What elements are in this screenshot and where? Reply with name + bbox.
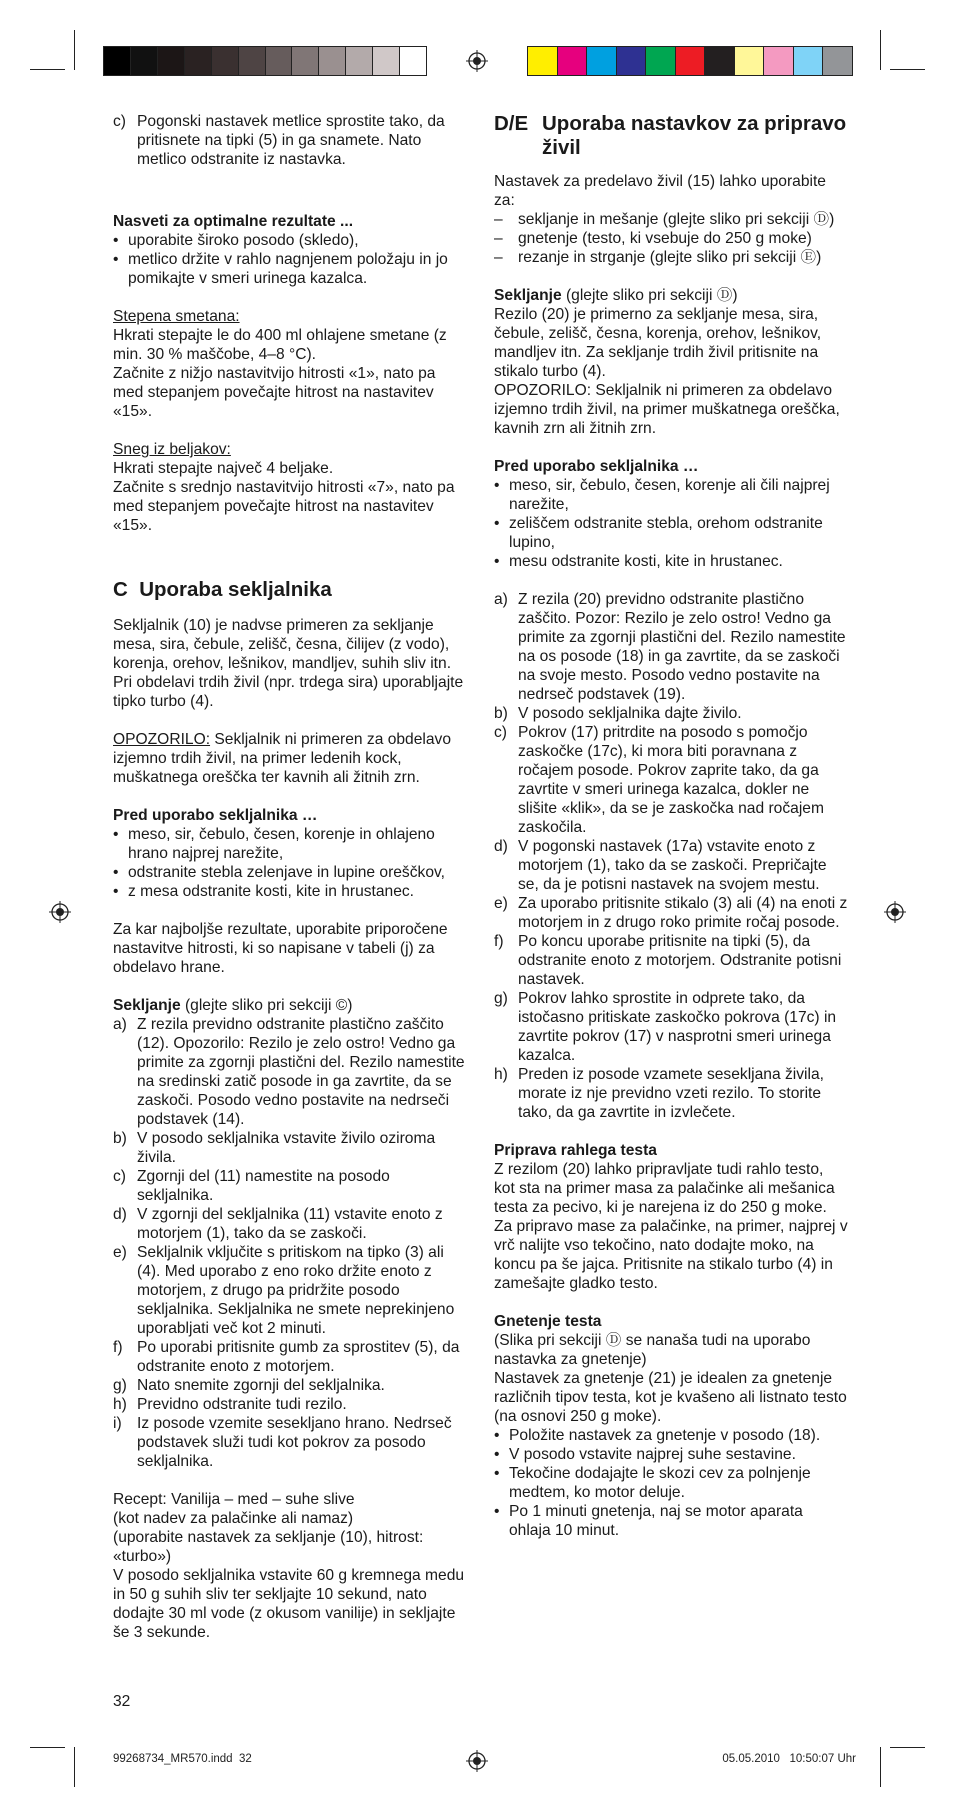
before-use-heading: Pred uporabo sekljalnika … bbox=[113, 807, 318, 824]
step-text: V pogonski nastavek (17a) vstavite enoto z motorjem (1), tako da se zaskoči. Prepričajte se, da je potisni nastavek na svojem mestu. bbox=[518, 838, 827, 893]
step-text: Z rezila previdno odstranite plastično zaščito (12). Opozorilo: Rezilo je zelo ostro! Vedno ga primite za zgornji plastični del. Rezilo namestite na sredinski zatič posode in ga zavrtite, da se zaskoči. Posodo vedno postavite na nedrseči podstavek (14). bbox=[137, 1016, 465, 1128]
list-item: • meso, sir, čebulo, česen, korenje in ohlajeno hrano najprej narežite, bbox=[113, 826, 435, 862]
color-swatch bbox=[131, 47, 158, 75]
step-text: Pogonski nastavek metlice sprostite tako, da pritisnete na tipki (5) in ga snamete. Nato metlico odstranite iz nastavka. bbox=[137, 113, 445, 168]
crop-mark bbox=[880, 30, 881, 70]
color-swatch bbox=[676, 47, 706, 75]
list-item: • Položite nastavek za gnetenje v posodo (18). bbox=[494, 1427, 821, 1444]
registration-mark-icon bbox=[49, 901, 71, 923]
cream-heading: Stepena smetana: bbox=[113, 308, 240, 325]
egg-white-text-1: Hkrati stepajte največ 4 beljake. bbox=[113, 460, 334, 477]
color-swatch bbox=[400, 47, 426, 75]
step-item bbox=[494, 989, 848, 1065]
color-swatch bbox=[617, 47, 647, 75]
chopper-intro: Sekljalnik (10) je nadvse primeren za sekljanje mesa, sira, čebule, zelišč, česna, čilijev (z vodo), korenja, orehov, lešnikov, mandljev, suhih sliv itn. bbox=[113, 617, 452, 672]
section-title: Uporaba nastavkov za pripravo živil bbox=[542, 112, 847, 159]
color-swatch bbox=[239, 47, 266, 75]
chopper-warning: OPOZORILO: Sekljalnik ni primeren za obdelavo izjemno trdih živil, na primer ledenih kock, muškatnega oreščka ter kavnih ali žitnih zrn. bbox=[113, 731, 452, 786]
chopper-turbo-note: Pri obdelavi trdih živil (npr. trdega sira) uporabljajte tipko turbo (4). bbox=[113, 674, 464, 710]
list-item: • odstranite stebla zelenjave in lupine oreščkov, bbox=[113, 864, 445, 881]
list-item: – rezanje in strganje (glejte sliko pri sekciji Ⓔ) bbox=[494, 249, 822, 266]
step-text: V posodo sekljalnika vstavite živilo oziroma živila. bbox=[137, 1130, 436, 1166]
tips-heading: Nasveti za optimalne rezultate ... bbox=[113, 213, 354, 230]
step-item bbox=[113, 1338, 465, 1376]
step-item bbox=[113, 1129, 465, 1167]
section-number: D/E bbox=[494, 112, 529, 135]
step-marker: d) bbox=[494, 838, 508, 855]
list-item: • mesu odstranite kosti, kite in hrustanec. bbox=[494, 553, 783, 570]
color-swatch bbox=[104, 47, 131, 75]
color-swatch bbox=[212, 47, 239, 75]
whisk-step-c bbox=[113, 112, 465, 169]
step-marker: i) bbox=[113, 1415, 122, 1432]
step-marker: h) bbox=[494, 1066, 508, 1083]
color-swatch bbox=[346, 47, 373, 75]
file-slug: 99268734_MR570.indd 32 bbox=[113, 1753, 252, 1765]
step-marker: f) bbox=[113, 1339, 123, 1356]
process-color-bar bbox=[527, 46, 853, 76]
kneading-text-2: Nastavek za gnetenje (21) je idealen za gnetenje različnih tipov testa, kot je kvašeno ali listnato testo (na osnovi 250 g moke). bbox=[494, 1370, 847, 1425]
step-marker: a) bbox=[494, 591, 508, 608]
recipe-subtitle: (kot nadev za palačinke ali namaz) bbox=[113, 1510, 354, 1527]
list-item: • z mesa odstranite kosti, kite in hrustanec. bbox=[113, 883, 415, 900]
color-swatch bbox=[794, 47, 824, 75]
processor-steps bbox=[494, 590, 848, 1122]
step-marker: f) bbox=[494, 933, 504, 950]
crop-mark bbox=[890, 69, 925, 70]
color-swatch bbox=[735, 47, 765, 75]
step-marker: c) bbox=[113, 113, 126, 130]
color-swatch bbox=[528, 47, 558, 75]
section-c-heading: C Uporaba sekljalnika bbox=[113, 578, 332, 601]
chopping-heading: Sekljanje (glejte sliko pri sekciji Ⓓ) bbox=[494, 287, 738, 304]
step-item bbox=[494, 837, 848, 894]
list-item: • Po 1 minuti gnetenja, naj se motor aparata ohlaja 10 minut. bbox=[494, 1503, 803, 1539]
step-item bbox=[113, 1015, 465, 1129]
step-text: Z rezila (20) previdno odstranite plastično zaščito. Pozor: Rezilo je zelo ostro! Vedno ga primite za zgornji plastični del. Rezilo namestite na os posode (18) in ga zavrtite, da se zaskoči na svoje mesto. Posodo vedno postavite na nedrseč podstavek (19). bbox=[518, 591, 846, 703]
step-text: Iz posode vzemite sesekljano hrano. Nedrseč podstavek služi tudi kot pokrov za posodo sekljalnika. bbox=[137, 1415, 452, 1470]
registration-mark-icon bbox=[466, 50, 488, 72]
step-text: Sekljalnik vključite s pritiskom na tipko (3) ali (4). Med uporabo z eno roko držite enoto z motorjem, z drugo pa pridržite posodo sekljalnika. Sekljalnika ne smete neprekinjeno uporabljati več kot 2 minuti. bbox=[137, 1244, 455, 1337]
crop-mark bbox=[74, 30, 75, 70]
color-swatch bbox=[319, 47, 346, 75]
cream-text-2: Začnite z nižjo nastavitvijo hitrosti «1», nato pa med stepanjem povečajte hitrost na nastavitev «15». bbox=[113, 365, 436, 420]
batter-text-2: Za pripravo mase za palačinke, na primer, najprej v vrč nalijte vso tekočino, nato dodajte moko, na koncu pa še jajca. Pritisnite na stikalo turbo (4) in zamešajte gladko testo. bbox=[494, 1218, 848, 1292]
batter-heading: Priprava rahlega testa bbox=[494, 1142, 657, 1159]
list-item: – gnetenje (testo, ki vsebuje do 250 g moke) bbox=[494, 230, 812, 247]
list-item: • uporabite široko posodo (skledo), bbox=[113, 232, 359, 249]
step-item bbox=[494, 723, 848, 837]
step-marker: d) bbox=[113, 1206, 127, 1223]
color-swatch bbox=[158, 47, 185, 75]
step-item bbox=[113, 1243, 465, 1338]
step-marker: a) bbox=[113, 1016, 127, 1033]
before-use-heading: Pred uporabo sekljalnika … bbox=[494, 458, 699, 475]
step-marker: g) bbox=[494, 990, 508, 1007]
chopping-heading: Sekljanje (glejte sliko pri sekciji ©) bbox=[113, 997, 353, 1014]
list-item: • Tekočine dodajajte le skozi cev za polnjenje medtem, ko motor deluje. bbox=[494, 1465, 811, 1501]
egg-white-text-2: Začnite s srednjo nastavitvijo hitrosti «7», nato pa med stepanjem povečajte hitrost na nastavitev «15». bbox=[113, 479, 455, 534]
color-swatch bbox=[373, 47, 400, 75]
step-marker: e) bbox=[113, 1244, 127, 1261]
batter-text-1: Z rezilom (20) lahko pripravljate tudi rahlo testo, kot sta na primer masa za palačinke ali mešanica testa za pecivo, ki je narejena iz do 250 g moke. bbox=[494, 1161, 835, 1216]
best-results-note: Za kar najboljše rezultate, uporabite priporočene nastavitve hitrosti, ki so napisane v tabeli (j) za obdelavo hrane. bbox=[113, 921, 448, 976]
step-text: Za uporabo pritisnite stikalo (3) ali (4) na enoti z motorjem in z drugo roko primite ročaj posode. bbox=[518, 895, 848, 931]
step-text: V zgornji del sekljalnika (11) vstavite enoto z motorjem (1), tako da se zaskoči. bbox=[137, 1206, 443, 1242]
step-text: Po uporabi pritisnite gumb za sprostitev (5), da odstranite enoto z motorjem. bbox=[137, 1339, 460, 1375]
right-column bbox=[494, 112, 848, 1540]
egg-white-heading: Sneg iz beljakov: bbox=[113, 441, 231, 458]
step-item bbox=[494, 932, 848, 989]
step-marker: g) bbox=[113, 1377, 127, 1394]
color-swatch bbox=[558, 47, 588, 75]
kneading-text-1: (Slika pri sekciji Ⓓ se nanaša tudi na uporabo nastavka za gnetenje) bbox=[494, 1332, 811, 1368]
step-item bbox=[113, 1414, 465, 1471]
list-item: • zeliščem odstranite stebla, orehom odstranite lupino, bbox=[494, 515, 823, 551]
step-marker: b) bbox=[113, 1130, 127, 1147]
crop-mark bbox=[890, 1747, 925, 1748]
step-text: Pokrov lahko sprostite in odprete tako, da istočasno pritiskate zaskočko pokrova (17c) in zavrtite pokrov (17) v nasprotni smeri urinega kazalca. bbox=[518, 990, 837, 1064]
list-item: • metlico držite v rahlo nagnjenem položaju in jo pomikajte v smeri urinega kazalca. bbox=[113, 251, 448, 287]
color-swatch bbox=[646, 47, 676, 75]
step-item bbox=[113, 1395, 465, 1414]
step-item bbox=[113, 1167, 465, 1205]
step-text: Previdno odstranite tudi rezilo. bbox=[137, 1396, 347, 1413]
left-column bbox=[113, 112, 465, 1642]
step-text: Pokrov (17) pritrdite na posodo s pomočjo zaskočke (17c), ki mora biti poravnana z ročajem posode. Pokrov zaprite tako, da ga zavrtite v smeri urinega kazalca, dokler ne slišite «klik», da se je zaskočka nad ročajem zaskočila. bbox=[518, 724, 824, 836]
step-marker: c) bbox=[113, 1168, 126, 1185]
recipe-text: V posodo sekljalnika vstavite 60 g kremnega medu in 50 g suhih sliv ter sekljajte 10 sekund, nato dodajte 30 ml vode (z okusom vanilije) in sekljajte še 3 sekunde. bbox=[113, 1567, 465, 1641]
list-item: • V posodo vstavite najprej suhe sestavine. bbox=[494, 1446, 796, 1463]
list-item: – sekljanje in mešanje (glejte sliko pri sekciji Ⓓ) bbox=[494, 211, 835, 228]
crop-mark bbox=[880, 1747, 881, 1787]
crop-mark bbox=[30, 69, 65, 70]
crop-mark bbox=[74, 1747, 75, 1787]
recipe-setting: (uporabite nastavek za sekljanje (10), hitrost: «turbo») bbox=[113, 1529, 424, 1565]
step-marker: e) bbox=[494, 895, 508, 912]
step-item bbox=[113, 1376, 465, 1395]
color-swatch bbox=[705, 47, 735, 75]
step-marker: c) bbox=[494, 724, 507, 741]
processor-intro: Nastavek za predelavo živil (15) lahko uporabite za: bbox=[494, 173, 826, 209]
color-swatch bbox=[292, 47, 319, 75]
registration-mark-icon bbox=[884, 901, 906, 923]
step-marker: b) bbox=[494, 705, 508, 722]
page-number: 32 bbox=[113, 1693, 131, 1710]
recipe-title: Recept: Vanilija – med – suhe slive bbox=[113, 1491, 355, 1508]
step-item bbox=[494, 704, 848, 723]
step-text: Preden iz posode vzamete sesekljana živila, morate iz nje previdno vzeti rezilo. To storite tako, da ga zavrtite in izvlečete. bbox=[518, 1066, 824, 1121]
step-item bbox=[113, 1205, 465, 1243]
color-swatch bbox=[587, 47, 617, 75]
section-de-heading bbox=[494, 112, 848, 160]
registration-mark-icon bbox=[466, 1750, 488, 1772]
list-item: • meso, sir, čebulo, česen, korenje ali čili najprej narežite, bbox=[494, 477, 830, 513]
timestamp-slug: 05.05.2010 10:50:07 Uhr bbox=[722, 1753, 856, 1765]
kneading-heading: Gnetenje testa bbox=[494, 1313, 602, 1330]
color-swatch bbox=[185, 47, 212, 75]
color-swatch bbox=[823, 47, 852, 75]
step-text: V posodo sekljalnika dajte živilo. bbox=[518, 705, 742, 722]
step-text: Zgornji del (11) namestite na posodo sekljalnika. bbox=[137, 1168, 390, 1204]
color-swatch bbox=[266, 47, 293, 75]
chopper-warning: OPOZORILO: Sekljalnik ni primeren za obdelavo izjemno trdih živil, na primer muškatnega oreščka, kavnih zrn ali žitnih zrn. bbox=[494, 382, 840, 437]
step-item bbox=[494, 590, 848, 704]
step-marker: h) bbox=[113, 1396, 127, 1413]
step-item bbox=[494, 894, 848, 932]
chopping-steps bbox=[113, 1015, 465, 1471]
step-item bbox=[494, 1065, 848, 1122]
blade-text: Rezilo (20) je primerno za sekljanje mesa, sira, čebule, zelišč, česna, korenja, orehov, lešnikov, mandljev itn. Za sekljanje trdih živil pritisnite na stikalo turbo (4). bbox=[494, 306, 822, 380]
crop-mark bbox=[30, 1747, 65, 1748]
step-text: Po koncu uporabe pritisnite na tipki (5), da odstranite enoto z motorjem. Odstranite potisni nastavek. bbox=[518, 933, 842, 988]
grayscale-color-bar bbox=[103, 46, 427, 76]
cream-text-1: Hkrati stepajte le do 400 ml ohlajene smetane (z min. 30 % maščobe, 4–8 °C). bbox=[113, 327, 447, 363]
step-text: Nato snemite zgornji del sekljalnika. bbox=[137, 1377, 385, 1394]
color-swatch bbox=[764, 47, 794, 75]
